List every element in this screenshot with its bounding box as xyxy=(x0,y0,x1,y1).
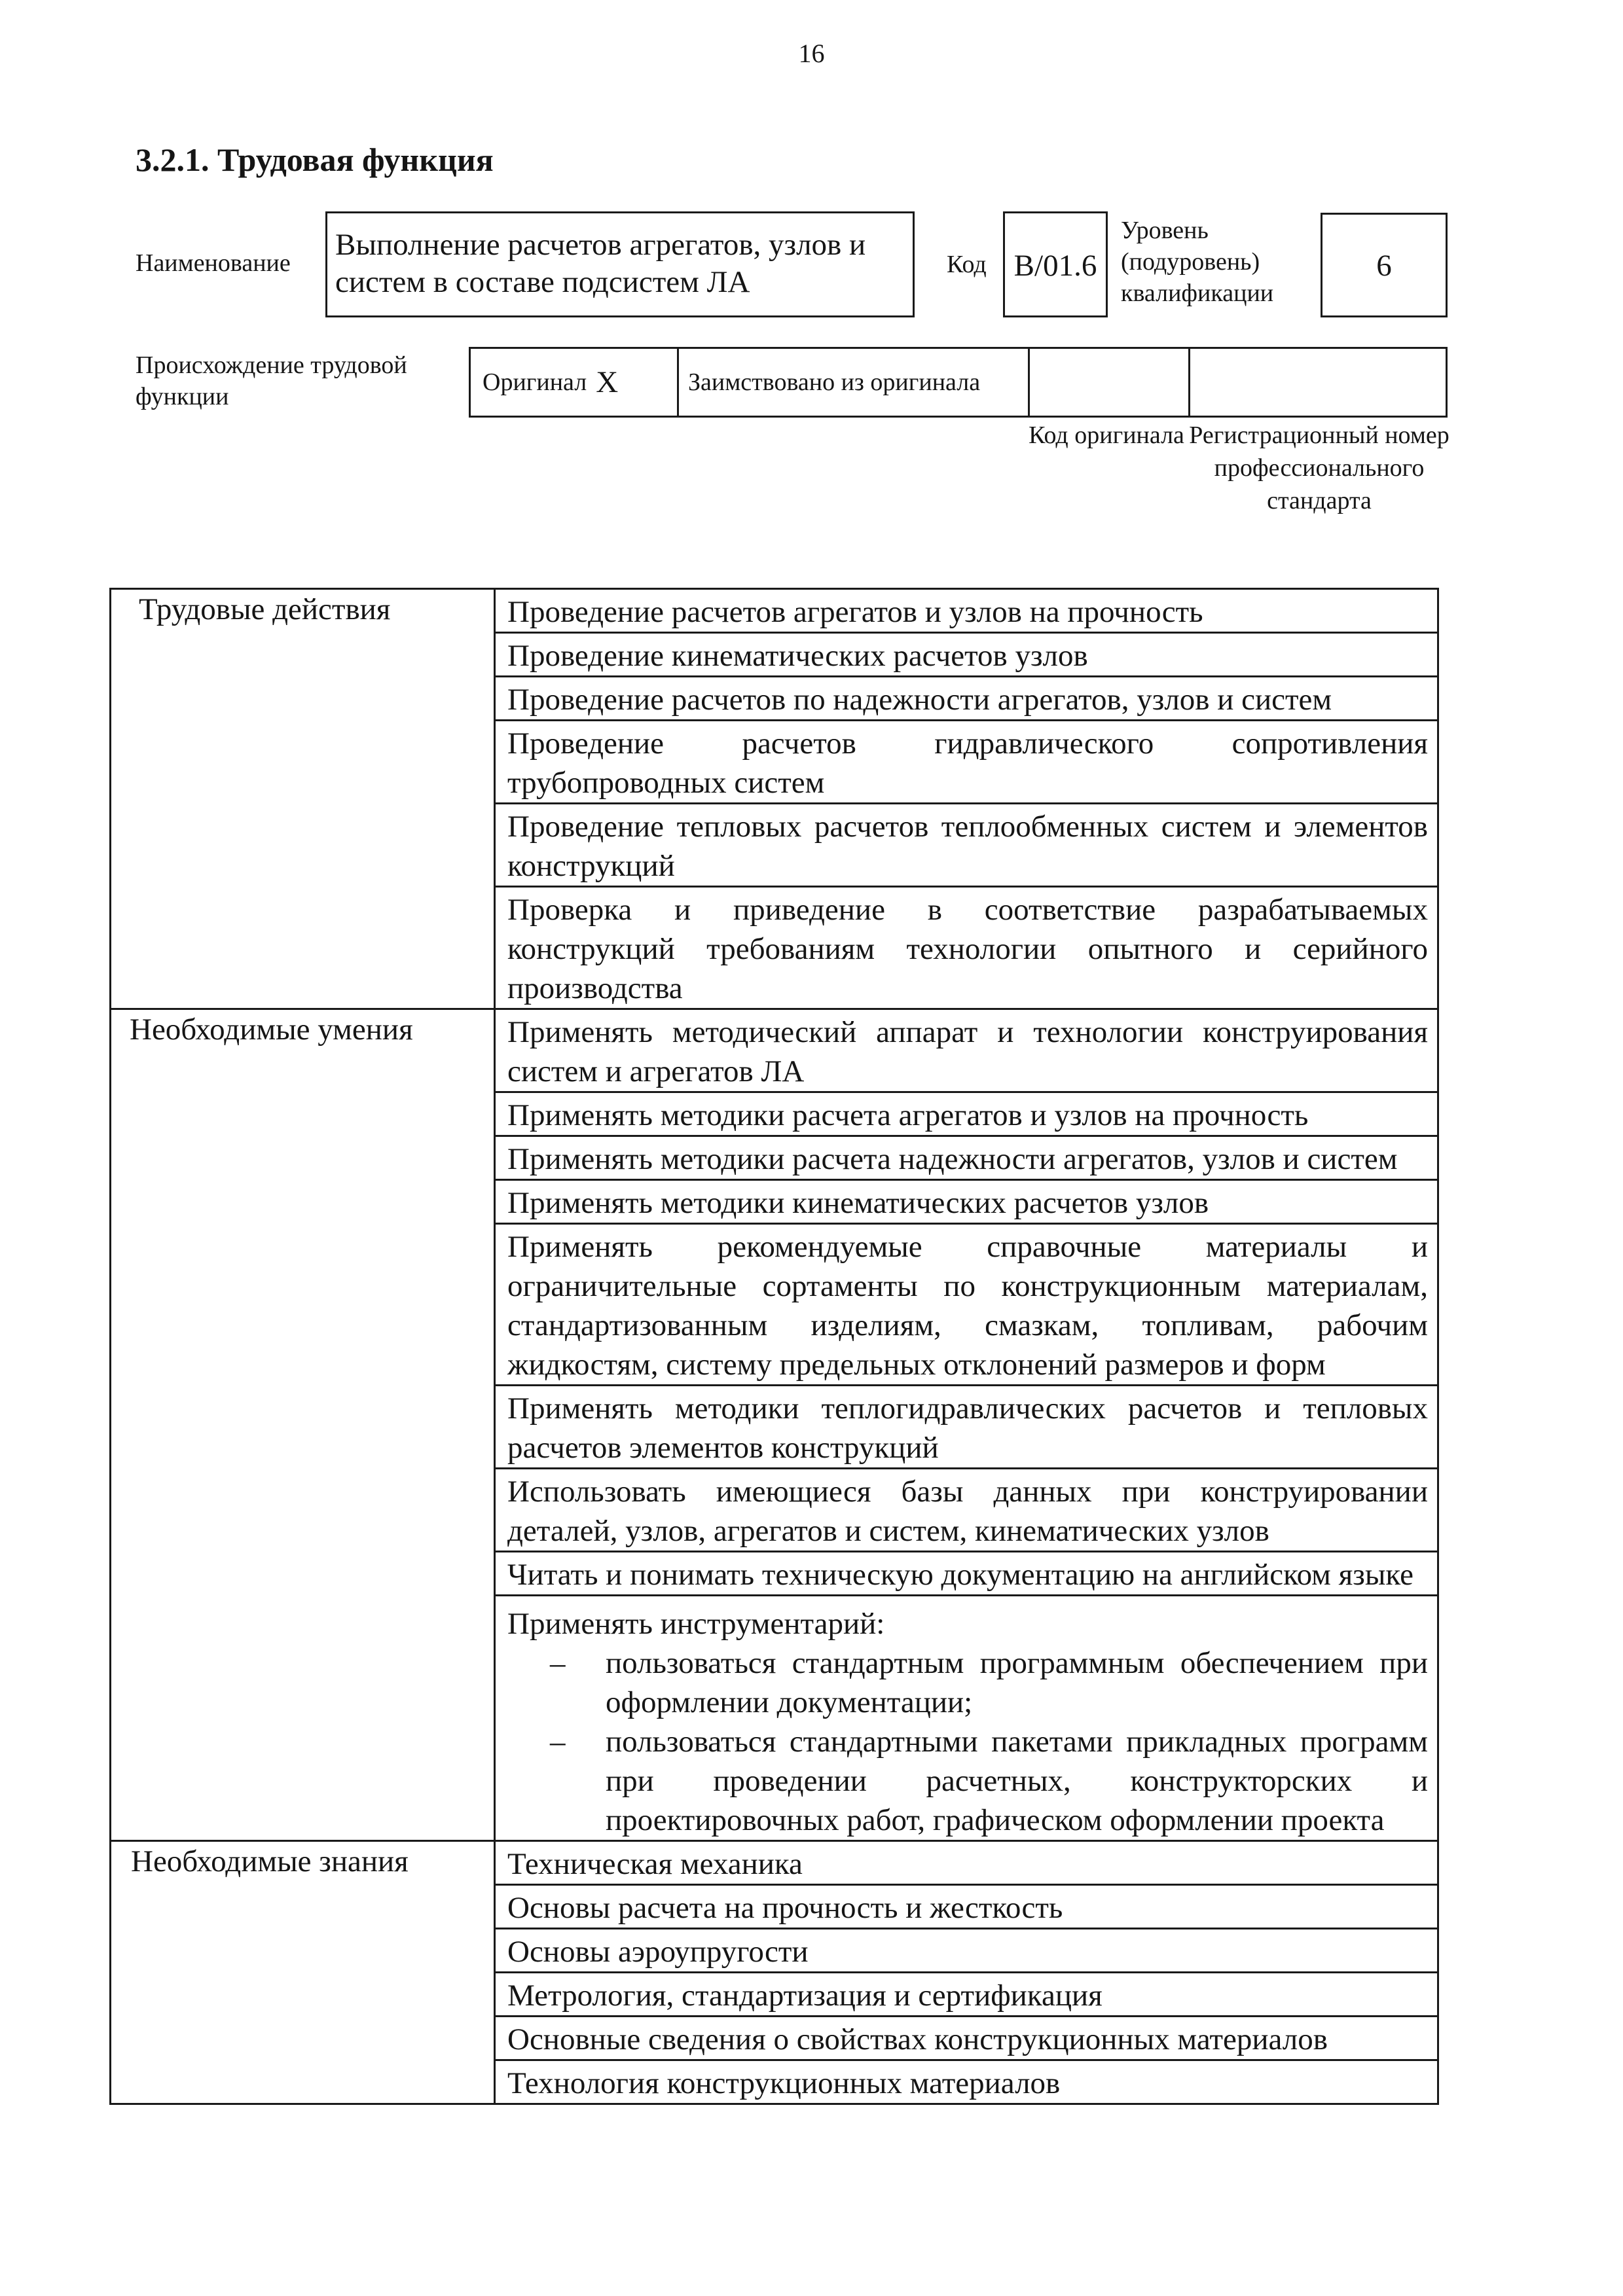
level-value-text: 6 xyxy=(1376,249,1392,283)
name-label: Наименование xyxy=(136,249,291,277)
category-required-skills: Необходимые умения xyxy=(111,1009,495,1841)
origin-grid xyxy=(469,347,1448,418)
table-cell: Проведение расчетов агрегатов и узлов на прочность xyxy=(495,589,1438,633)
category-labor-actions: Трудовые действия xyxy=(111,589,495,1009)
origin-borrowed-cell xyxy=(679,349,1030,416)
table-row xyxy=(111,589,1438,633)
table-cell: Проверка и приведение в соответствие разрабатываемых конструкций требованиям технологии опытного и серийного производства xyxy=(495,887,1438,1009)
table-cell: Основы расчета на прочность и жесткость xyxy=(495,1885,1438,1929)
name-value xyxy=(325,211,915,317)
table-cell: Использовать имеющиеся базы данных при конструировании деталей, узлов, агрегатов и систем, кинематических узлов xyxy=(495,1469,1438,1552)
table-cell: Проведение кинематических расчетов узлов xyxy=(495,633,1438,677)
table-cell: Основы аэроупругости xyxy=(495,1929,1438,1973)
table-cell: Применять методический аппарат и технологии конструирования систем и агрегатов ЛА xyxy=(495,1009,1438,1092)
origin-borrowed-label: Заимствовано из оригинала xyxy=(688,368,981,396)
table-cell: Применять методики расчета надежности агрегатов, узлов и систем xyxy=(495,1136,1438,1180)
origin-reg-caption: Регистрационный номер профессионального стандарта xyxy=(1189,422,1450,514)
table-cell: Метрология, стандартизация и сертификация xyxy=(495,1973,1438,2017)
table-cell: Применять рекомендуемые справочные материалы и ограничительные сортаменты по конструкционным материалам, стандартизованным изделиям, смазкам, топливам, рабочим жидкостям, систему предельных отклонений размеров и форм xyxy=(495,1224,1438,1386)
tools-cell xyxy=(495,1596,1438,1841)
code-label: Код xyxy=(947,251,987,278)
dash-bullet-icon: – xyxy=(550,1646,566,1680)
dash-bullet-icon: – xyxy=(550,1725,566,1759)
table-cell: Проведение расчетов гидравлического сопротивления трубопроводных систем xyxy=(495,721,1438,804)
table-cell: Проведение тепловых расчетов теплообменных систем и элементов конструкций xyxy=(495,804,1438,887)
section-title: 3.2.1. Трудовая функция xyxy=(136,141,494,178)
table-cell: Технология конструкционных материалов xyxy=(495,2060,1438,2104)
origin-code-cell xyxy=(1030,349,1190,416)
tools-title: Применять инструментарий: xyxy=(507,1607,885,1641)
table-cell: Применять методики кинематических расчетов узлов xyxy=(495,1180,1438,1224)
category-required-knowledge: Необходимые знания xyxy=(111,1841,495,2104)
table-cell: Применять методики теплогидравлических расчетов и тепловых расчетов элементов конструкций xyxy=(495,1386,1438,1469)
list-item xyxy=(507,1643,1428,1722)
level-value xyxy=(1321,213,1448,317)
table-cell: Основные сведения о свойствах конструкционных материалов xyxy=(495,2017,1438,2060)
table-cell: Читать и понимать техническую документацию на английском языке xyxy=(495,1552,1438,1596)
origin-original-label: Оригинал xyxy=(483,368,587,396)
origin-reg-cell xyxy=(1190,349,1446,416)
name-value-text: Выполнение расчетов агрегатов, узлов и систем в составе подсистем ЛА xyxy=(335,228,866,299)
origin-label: Происхождение трудовой функции xyxy=(136,351,407,410)
tools-list xyxy=(507,1643,1428,1840)
level-label: Уровень (подуровень) квалификации xyxy=(1121,217,1274,307)
labor-function-table xyxy=(109,588,1439,2105)
origin-original-mark: X xyxy=(596,365,619,399)
origin-original-cell xyxy=(471,349,679,416)
table-cell: Техническая механика xyxy=(495,1841,1438,1885)
page-number: 16 xyxy=(798,39,825,68)
table-row xyxy=(111,1009,1438,1092)
table-row xyxy=(111,1841,1438,1885)
tools-item-text: пользоваться стандартными пакетами прикладных программ при проведении расчетных, конструкторских и проектировочных работ, графическом оформлении проекта xyxy=(606,1725,1428,1837)
tools-item-text: пользоваться стандартным программным обеспечением при оформлении документации; xyxy=(606,1646,1428,1719)
table-cell: Проведение расчетов по надежности агрегатов, узлов и систем xyxy=(495,677,1438,721)
list-item xyxy=(507,1722,1428,1840)
code-value-text: B/01.6 xyxy=(1013,249,1097,283)
table-cell: Применять методики расчета агрегатов и узлов на прочность xyxy=(495,1092,1438,1136)
origin-code-caption: Код оригинала xyxy=(1029,422,1184,449)
code-value xyxy=(1003,211,1108,317)
